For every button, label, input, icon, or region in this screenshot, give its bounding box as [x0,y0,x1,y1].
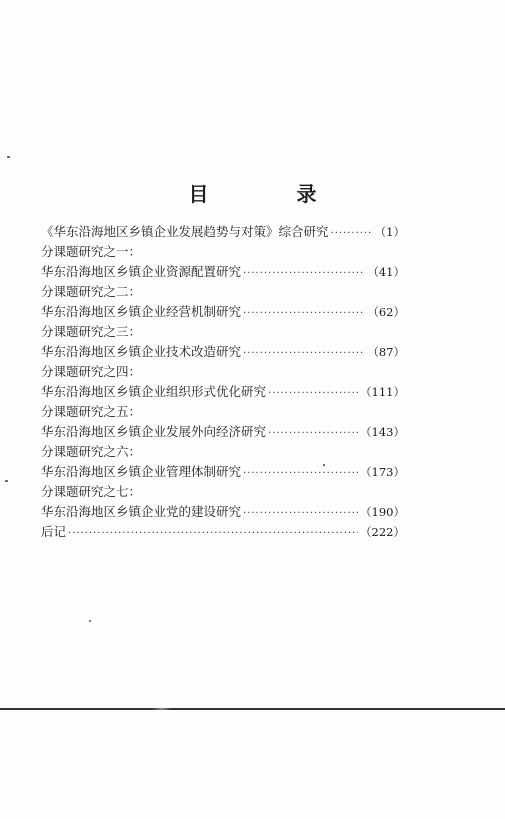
scan-edge-line [0,708,505,710]
dot-leader [243,304,365,324]
dot-leader [331,224,373,244]
toc-group-heading: 分课题研究之六： [41,444,142,459]
toc-group-heading: 分课题研究之四： [41,364,142,379]
toc-group-heading: 分课题研究之三： [41,324,142,339]
toc-page-number: （190） [360,505,405,519]
toc-page-number: （41） [367,265,405,279]
toc-group-heading: 分课题研究之二： [41,284,142,299]
toc-entry[interactable] [41,422,405,442]
toc-group-heading: 分课题研究之一： [41,244,142,259]
toc-entry-label: 《华东沿海地区乡镇企业发展趋势与对策》综合研究 [41,224,329,239]
toc-entry-label: 后记 [41,524,67,539]
toc-entry-label: 华东沿海地区乡镇企业技术改造研究 [41,344,242,359]
toc-entry[interactable] [41,302,405,322]
table-of-contents [41,222,405,542]
toc-entry-label: 华东沿海地区乡镇企业管理体制研究 [41,464,242,479]
dot-leader [243,264,365,284]
dot-leader [268,384,358,404]
dot-leader [68,524,358,544]
toc-entry[interactable] [41,462,405,482]
toc-group-heading: 分课题研究之七： [41,484,142,499]
page-title: 目 录 [188,182,351,206]
toc-entry-label: 华东沿海地区乡镇企业组织形式优化研究 [41,384,267,399]
toc-entry-label: 华东沿海地区乡镇企业发展外向经济研究 [41,424,267,439]
toc-entry[interactable] [41,382,405,402]
toc-entry[interactable] [41,262,405,282]
toc-entry-main[interactable] [41,222,405,242]
toc-page-number: （173） [360,465,405,479]
dot-leader [243,504,358,524]
toc-entry[interactable] [41,342,405,362]
dot-leader [243,464,358,484]
toc-group-heading: 分课题研究之五： [41,404,142,419]
toc-page-number: （111） [360,385,405,399]
toc-entry[interactable] [41,502,405,522]
toc-entry-afterword[interactable] [41,522,405,542]
toc-entry-label: 华东沿海地区乡镇企业党的建设研究 [41,504,242,519]
toc-page-number: （87） [367,345,405,359]
dot-leader [268,424,358,444]
toc-page-number: （62） [367,305,405,319]
toc-page-number: （1） [374,225,405,239]
toc-entry-label: 华东沿海地区乡镇企业经营机制研究 [41,304,242,319]
dot-leader [243,344,365,364]
toc-page-number: （222） [360,525,405,539]
toc-page-number: （143） [360,425,405,439]
toc-entry-label: 华东沿海地区乡镇企业资源配置研究 [41,264,242,279]
